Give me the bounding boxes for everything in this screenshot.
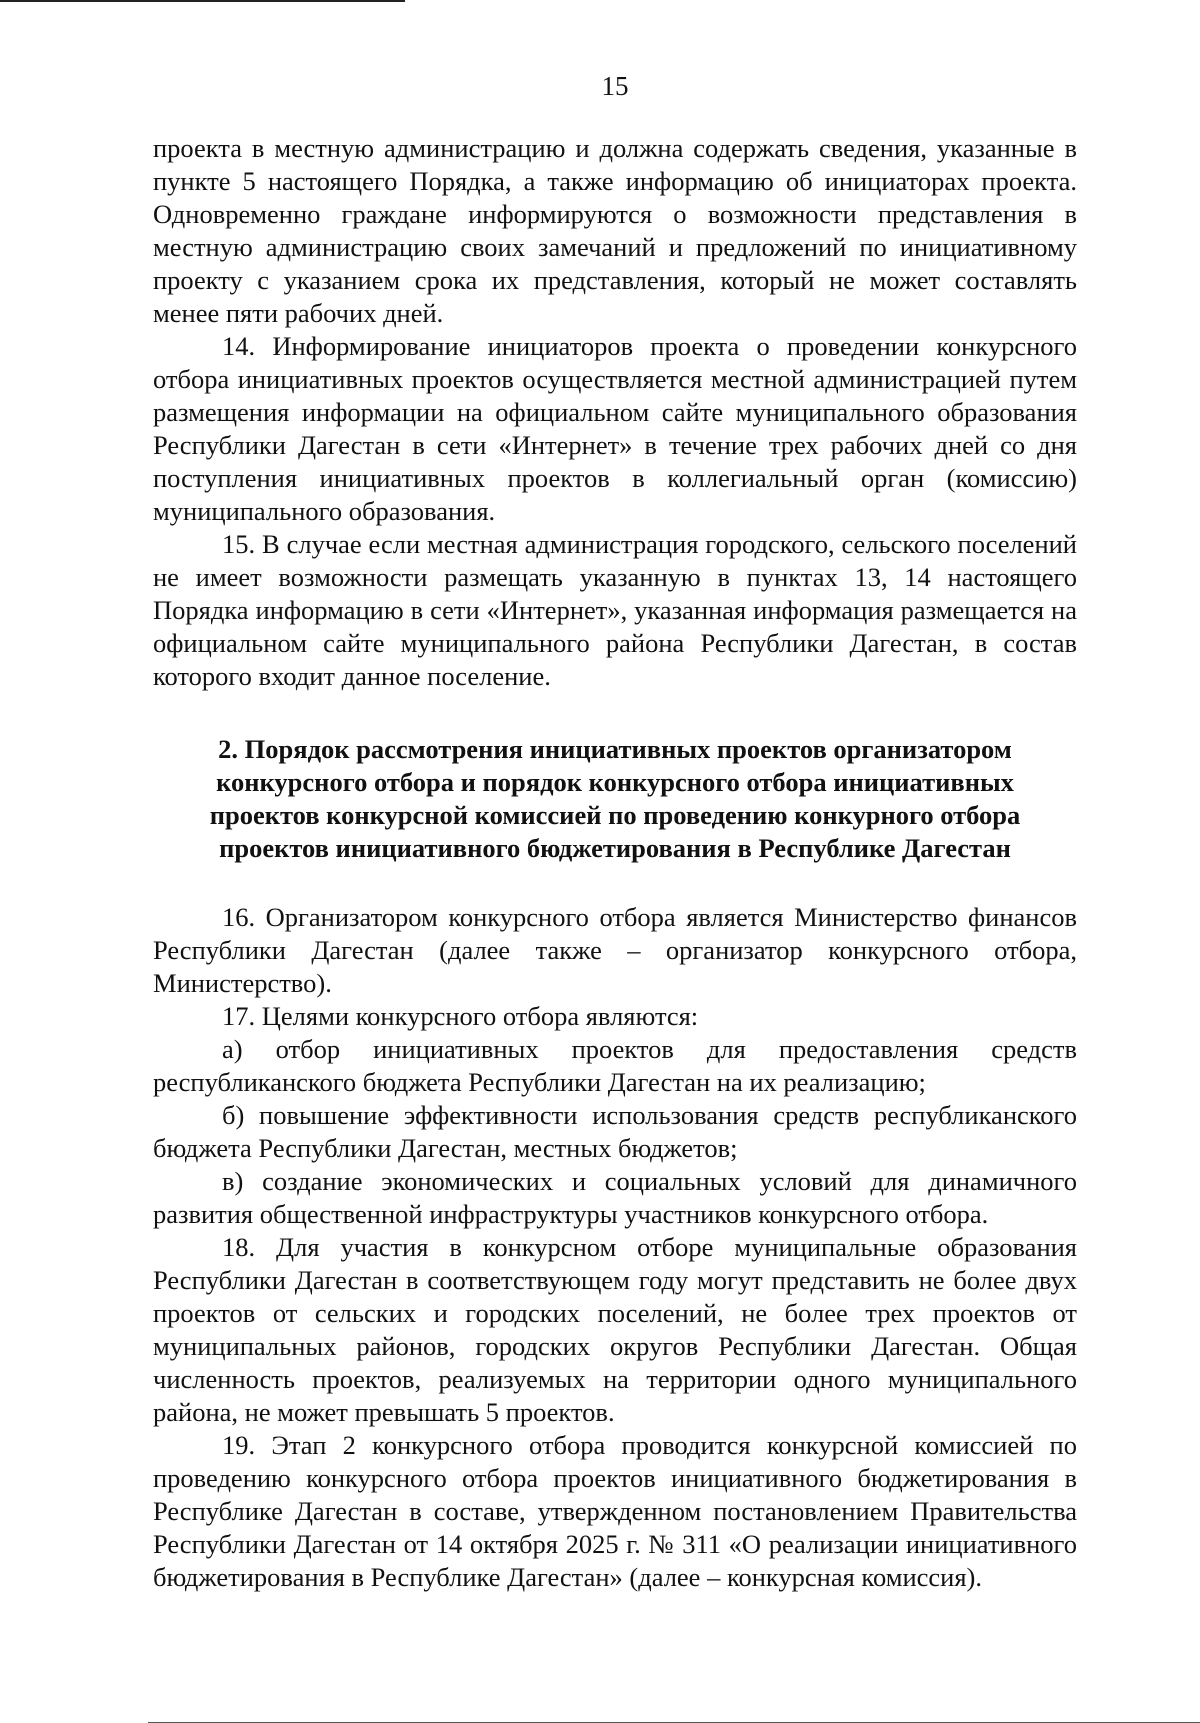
- paragraph-17-c: в) создание экономических и социальных условий для динамичного развития общественной инфраструктуры участников конкурсного отбора.: [153, 1166, 1077, 1229]
- paragraph-17: 17. Целями конкурсного отбора являются:: [222, 1001, 699, 1031]
- paragraph-continuation: проекта в местную администрацию и должна содержать сведения, указанные в пункте 5 настоящего Порядка, а также информацию об инициаторах проекта. Одновременно граждане информируются о возможности представления в местную администрацию своих замечаний и предложений по инициативному проекту с указанием срока их представления, который не может составлять менее пяти рабочих дней.: [153, 133, 1077, 328]
- paragraph-15: 15. В случае если местная администрация городского, сельского поселений не имеет возможности размещать указанную в пунктах 13, 14 настоящего Порядка информацию в сети «Интернет», указанная информация размещается на официальном сайте муниципального района Республики Дагестан, в состав которого входит данное поселение.: [153, 529, 1077, 691]
- paragraph-16: 16. Организатором конкурсного отбора является Министерство финансов Республики Дагестан (далее также – организатор конкурсного отбора, Министерство).: [153, 902, 1077, 998]
- page-number: 15: [601, 71, 629, 101]
- document-body: [153, 132, 1077, 1594]
- paragraph-17-a: а) отбор инициативных проектов для предоставления средств республиканского бюджета Республики Дагестан на их реализацию;: [153, 1034, 1077, 1097]
- top-edge-rule: [0, 0, 405, 2]
- paragraph-17-b: б) повышение эффективности использования средств республиканского бюджета Республики Дагестан, местных бюджетов;: [153, 1100, 1077, 1163]
- paragraph-19: 19. Этап 2 конкурсного отбора проводится конкурсной комиссией по проведению конкурсного отбора проектов инициативного бюджетирования в Республике Дагестан в составе, утвержденном постановлением Правительства Республики Дагестан от 14 октября 2025 г. № 311 «О реализации инициативного бюджетирования в Республике Дагестан» (далее – конкурсная комиссия).: [153, 1430, 1077, 1592]
- paragraph-18: 18. Для участия в конкурсном отборе муниципальные образования Республики Дагестан в соответствующем году могут представить не более двух проектов от сельских и городских поселений, не более трех проектов от муниципальных районов, городских округов Республики Дагестан. Общая численность проектов, реализуемых на территории одного муниципального района, не может превышать 5 проектов.: [153, 1232, 1077, 1427]
- section-heading: 2. Порядок рассмотрения инициативных проектов организатором конкурсного отбора и порядок конкурсного отбора инициативных проектов конкурсной комиссией по проведению конкурного отбора проектов инициативного бюджетирования в Республике Дагестан: [209, 734, 1021, 863]
- paragraph-14: 14. Информирование инициаторов проекта о проведении конкурсного отбора инициативных проектов осуществляется местной администрацией путем размещения информации на официальном сайте муниципального образования Республики Дагестан в сети «Интернет» в течение трех рабочих дней со дня поступления инициативных проектов в коллегиальный орган (комиссию) муниципального образования.: [153, 331, 1077, 526]
